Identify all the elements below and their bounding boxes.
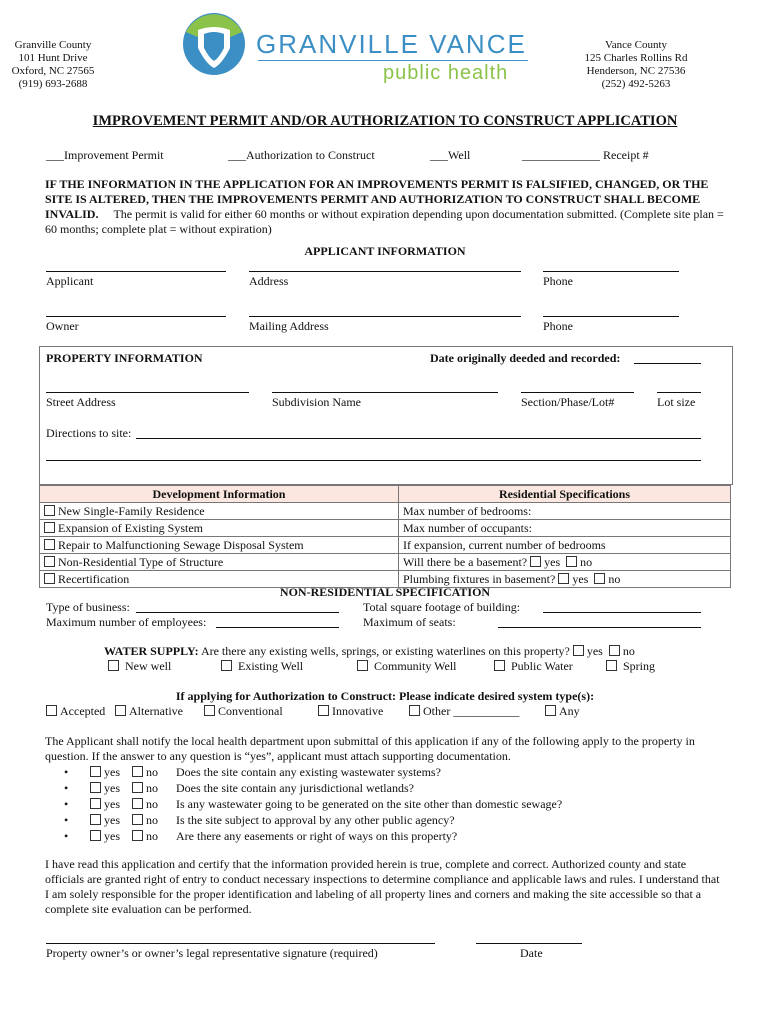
water-option[interactable]: Public Water — [494, 659, 573, 673]
subdivision-label: Subdivision Name — [272, 395, 361, 409]
system-option[interactable]: Any — [545, 704, 580, 718]
applicant-line[interactable] — [46, 271, 226, 272]
system-option[interactable]: Conventional — [204, 704, 283, 718]
checkbox-icon[interactable] — [132, 766, 143, 777]
question-row — [64, 765, 441, 779]
deeded-line[interactable] — [634, 363, 701, 364]
yes-label: yes — [104, 781, 120, 795]
section-line[interactable] — [521, 392, 634, 393]
address-label: Address — [249, 274, 289, 288]
res-spec-header: Residential Specifications — [399, 486, 731, 503]
page-title: IMPROVEMENT PERMIT AND/OR AUTHORIZATION TO CONSTRUCT APPLICATION — [92, 113, 678, 129]
bullet-icon: • — [64, 797, 69, 811]
checkbox-icon[interactable] — [90, 766, 101, 777]
checkbox-icon[interactable] — [409, 705, 420, 716]
bullet-icon: • — [64, 829, 69, 843]
system-heading: If applying for Authorization to Construct: Please indicate desired system type(s): — [175, 689, 595, 703]
bullet-icon: • — [64, 813, 69, 827]
employees-label: Maximum number of employees: — [46, 615, 207, 629]
directions-line-2[interactable] — [46, 460, 701, 461]
granville-address: Granville County 101 Hunt Drive Oxford, NC 27565 (919) 693-2688 — [11, 39, 95, 90]
sqft-line[interactable] — [543, 612, 701, 613]
question-row — [64, 813, 455, 827]
dev-option[interactable]: Recertification — [40, 571, 399, 588]
owner-line[interactable] — [46, 316, 226, 317]
checkbox-icon[interactable] — [558, 573, 569, 584]
checkbox-icon[interactable] — [573, 645, 584, 656]
lot-size-line[interactable] — [657, 392, 701, 393]
question-text: Is any wastewater going to be generated on the site other than domestic sewage? — [176, 797, 563, 811]
logo-line2: public health — [383, 62, 509, 84]
checkbox-icon[interactable] — [44, 522, 55, 533]
receipt-field[interactable]: _____________ Receipt # — [522, 148, 649, 162]
checkbox-icon[interactable] — [44, 505, 55, 516]
well-option[interactable]: ___Well — [430, 148, 471, 162]
development-table — [39, 485, 731, 588]
nonres-heading: NON-RESIDENTIAL SPECIFICATION — [279, 585, 491, 599]
res-spec: Plumbing fixtures in basement? yes no — [399, 571, 731, 588]
yes-label: yes — [104, 797, 120, 811]
certify-text: I have read this application and certify that the information provided herein is true, complete and correct. Authorized county and state officials are granted right of entry to conduct necessary inspections to determine compliance and applicable laws and rules. I understand that I am solely responsible for the proper identification and labeling of all property lines and corners and making the site accessible so that a complete site evaluation can be performed. — [45, 857, 720, 916]
checkbox-icon[interactable] — [606, 660, 617, 671]
dev-option[interactable]: Expansion of Existing System — [40, 520, 399, 537]
bullet-icon: • — [64, 781, 69, 795]
res-spec: Max number of bedrooms: — [399, 503, 731, 520]
water-option[interactable]: Spring — [606, 659, 655, 673]
street-address-line[interactable] — [46, 392, 249, 393]
question-row — [64, 781, 414, 795]
date-line[interactable] — [476, 943, 582, 944]
system-option[interactable]: Alternative — [115, 704, 183, 718]
no-label: no — [146, 781, 158, 795]
checkbox-icon[interactable] — [221, 660, 232, 671]
question-text: Is the site subject to approval by any other public agency? — [176, 813, 455, 827]
checkbox-icon[interactable] — [44, 556, 55, 567]
checkbox-icon[interactable] — [609, 645, 620, 656]
checkbox-icon[interactable] — [132, 814, 143, 825]
property-heading: PROPERTY INFORMATION — [46, 351, 203, 365]
date-label: Date — [520, 946, 543, 960]
checkbox-icon[interactable] — [132, 782, 143, 793]
checkbox-icon[interactable] — [357, 660, 368, 671]
applicant-heading: APPLICANT INFORMATION — [304, 244, 466, 258]
checkbox-icon[interactable] — [566, 556, 577, 567]
yes-label: yes — [104, 813, 120, 827]
water-question: WATER SUPPLY: Are there any existing wells, springs, or existing waterlines on this property? yes no — [104, 644, 635, 658]
checkbox-icon[interactable] — [90, 798, 101, 809]
notify-text: The Applicant shall notify the local health department upon submittal of this application if any of the following apply to the property in question. If the answer to any question is “yes”, applicant must attach supporting documentation. — [45, 734, 695, 763]
checkbox-icon[interactable] — [90, 830, 101, 841]
directions-label: Directions to site: — [46, 426, 132, 440]
dev-info-header: Development Information — [40, 486, 399, 503]
owner-label: Owner — [46, 319, 79, 333]
question-row — [64, 797, 562, 811]
mailing-address-line[interactable] — [249, 316, 521, 317]
dev-option[interactable]: New Single-Family Residence — [40, 503, 399, 520]
vance-address: Vance County 125 Charles Rollins Rd Henderson, NC 27536 (252) 492-5263 — [584, 39, 688, 90]
business-type-line[interactable] — [136, 612, 339, 613]
logo-line1: GRANVILLE VANCE — [256, 29, 527, 59]
checkbox-icon[interactable] — [318, 705, 329, 716]
res-spec: Max number of occupants: — [399, 520, 731, 537]
checkbox-icon[interactable] — [46, 705, 57, 716]
question-row — [64, 829, 457, 843]
system-option[interactable]: Accepted — [46, 704, 105, 718]
seats-label: Maximum of seats: — [363, 615, 456, 629]
improvement-permit-option[interactable]: ___Improvement Permit — [46, 148, 164, 162]
question-text: Does the site contain any jurisdictional wetlands? — [176, 781, 414, 795]
granville-vance-logo-icon — [182, 10, 246, 78]
no-label: no — [146, 765, 158, 779]
yes-label: yes — [104, 829, 120, 843]
applicant-label: Applicant — [46, 274, 94, 288]
water-option[interactable]: New well — [108, 659, 171, 673]
checkbox-icon[interactable] — [115, 705, 126, 716]
bullet-icon: • — [64, 765, 69, 779]
authorization-option[interactable]: ___Authorization to Construct — [228, 148, 375, 162]
phone-line[interactable] — [543, 271, 679, 272]
lot-size-label: Lot size — [657, 395, 696, 409]
checkbox-icon[interactable] — [132, 798, 143, 809]
deeded-label: Date originally deeded and recorded: — [430, 351, 621, 365]
property-box — [39, 346, 733, 485]
res-spec: Will there be a basement? yes no — [399, 554, 731, 571]
system-option[interactable]: Innovative — [318, 704, 383, 718]
employees-line[interactable] — [216, 627, 339, 628]
water-option[interactable]: Community Well — [357, 659, 456, 673]
owner-phone-label: Phone — [543, 319, 573, 333]
system-option[interactable]: Other ___________ — [409, 704, 519, 718]
sqft-label: Total square footage of building: — [363, 600, 521, 614]
water-option[interactable]: Existing Well — [221, 659, 303, 673]
checkbox-icon[interactable] — [594, 573, 605, 584]
address-line[interactable] — [249, 271, 521, 272]
question-text: Does the site contain any existing wastewater systems? — [176, 765, 441, 779]
question-text: Are there any easements or right of ways on this property? — [176, 829, 458, 843]
mailing-address-label: Mailing Address — [249, 319, 329, 333]
section-label: Section/Phase/Lot# — [521, 395, 615, 409]
business-type-label: Type of business: — [46, 600, 130, 614]
no-label: no — [146, 813, 158, 827]
checkbox-icon[interactable] — [530, 556, 541, 567]
checkbox-icon[interactable] — [132, 830, 143, 841]
checkbox-icon[interactable] — [90, 782, 101, 793]
owner-phone-line[interactable] — [543, 316, 679, 317]
phone-label: Phone — [543, 274, 573, 288]
warning-text: IF THE INFORMATION IN THE APPLICATION FOR AN IMPROVEMENTS PERMIT IS FALSIFIED, CHANGED, OR THE SITE IS ALTERED, THEN THE IMPROVEMENTS PERMIT AND AUTHORIZATION TO CONSTRUCT SHALL BECOME INVALID. The permit is valid for either 60 months or without expiration depending upon documentation submitted. (Complete site plan = 60 months; complete plat = without expiration) — [45, 177, 724, 236]
street-address-label: Street Address — [46, 395, 116, 409]
dev-option[interactable]: Non-Residential Type of Structure — [40, 554, 399, 571]
seats-line[interactable] — [498, 627, 701, 628]
dev-option[interactable]: Repair to Malfunctioning Sewage Disposal System — [40, 537, 399, 554]
checkbox-icon[interactable] — [90, 814, 101, 825]
subdivision-line[interactable] — [272, 392, 498, 393]
no-label: no — [146, 797, 158, 811]
checkbox-icon[interactable] — [545, 705, 556, 716]
checkbox-icon[interactable] — [494, 660, 505, 671]
res-spec: If expansion, current number of bedrooms — [399, 537, 731, 554]
checkbox-icon[interactable] — [44, 573, 55, 584]
checkbox-icon[interactable] — [44, 539, 55, 550]
signature-line[interactable] — [46, 943, 435, 944]
yes-label: yes — [104, 765, 120, 779]
checkbox-icon[interactable] — [204, 705, 215, 716]
checkbox-icon[interactable] — [108, 660, 119, 671]
directions-line[interactable] — [136, 438, 701, 439]
signature-label: Property owner’s or owner’s legal representative signature (required) — [46, 946, 378, 960]
no-label: no — [146, 829, 158, 843]
